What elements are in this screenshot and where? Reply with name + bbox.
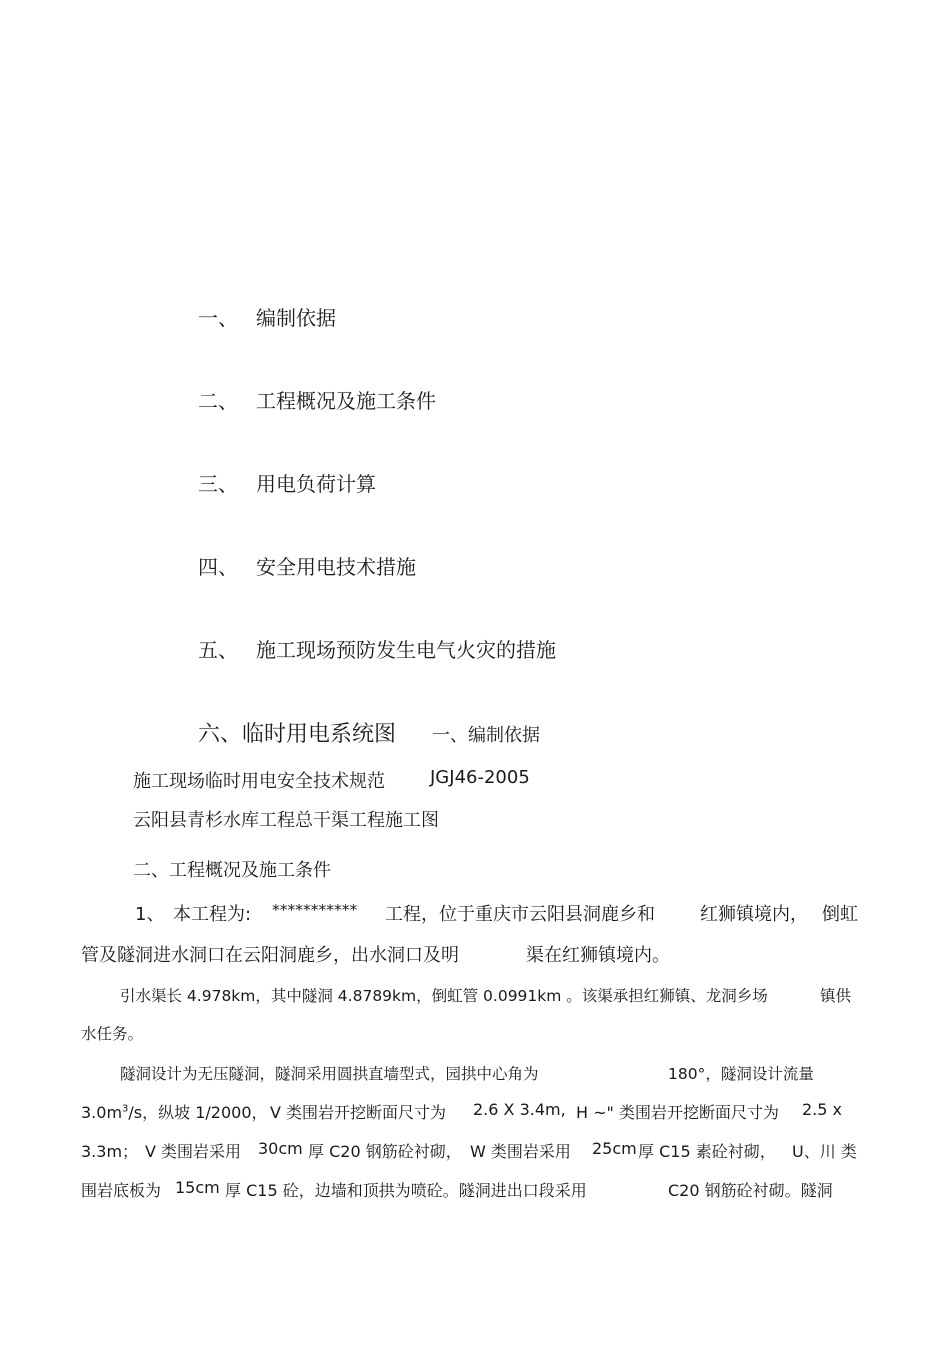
toc-num-5: 五、 <box>198 638 238 662</box>
p1-b: *********** <box>272 901 358 919</box>
p3-l3b: V 类围岩采用 <box>145 1142 242 1161</box>
p3-l2d: 2.6 X 3.4m, <box>473 1100 566 1119</box>
basis-line1-code: JGJ46-2005 <box>430 767 530 788</box>
p3-l2-flow <box>81 1100 268 1123</box>
p3-l3c: 30cm <box>258 1139 303 1158</box>
p3-l4c: 厚 C15 砼，边墙和顶拱为喷砼。隧洞进出口段采用 <box>225 1181 587 1200</box>
p3-l1b: 180°，隧洞设计流量 <box>668 1065 814 1083</box>
p1-c: 工程，位于重庆市云阳县洞鹿乡和 <box>385 904 655 925</box>
toc-title-4: 安全用电技术措施 <box>256 555 416 579</box>
p2-line2: 水任务。 <box>81 1025 144 1043</box>
p3-l2c: V 类围岩开挖断面尺寸为 <box>270 1103 447 1122</box>
p3-l3e: W 类围岩采用 <box>470 1142 571 1161</box>
toc-title-5: 施工现场预防发生电气火灾的措施 <box>256 638 556 662</box>
p1-line2b: 渠在红狮镇境内。 <box>526 945 670 966</box>
p3-l1a: 隧洞设计为无压隧洞，隧洞采用圆拱直墙型式，园拱中心角为 <box>120 1065 539 1083</box>
p3-l2sup: 3 <box>122 1103 129 1115</box>
toc-title-1: 编制依据 <box>256 306 336 330</box>
toc-item-6: 六、临时用电系统图 <box>198 722 397 747</box>
p3-l3d: 厚 C20 钢筋砼衬砌， <box>308 1142 462 1161</box>
p1-a: 本工程为: <box>173 904 252 925</box>
p3-l2f: 2.5 x <box>802 1100 842 1119</box>
p3-l2a: 3.0m <box>81 1103 123 1122</box>
section2-heading: 二、工程概况及施工条件 <box>133 860 331 881</box>
p3-l4b: 15cm <box>175 1178 220 1197</box>
basis-line1-text: 施工现场临时用电安全技术规范 <box>133 771 385 792</box>
p3-l2e: H ~" 类围岩开挖断面尺寸为 <box>576 1103 779 1122</box>
p2-line1a: 引水渠长 4.978km，其中隧洞 4.8789km，倒虹管 0.0991km 。该渠承担红狮镇、龙洞乡场 <box>120 987 768 1005</box>
toc-num-3: 三、 <box>198 472 238 496</box>
p3-l4d: C20 钢筋砼衬砌。隧洞 <box>668 1181 833 1200</box>
toc-title-2: 工程概况及施工条件 <box>256 389 436 413</box>
p1-e: 倒虹 <box>822 904 858 925</box>
basis-line2: 云阳县青杉水库工程总干渠工程施工图 <box>133 810 439 831</box>
p3-l3a: 3.3m； <box>81 1142 139 1161</box>
p3-l3g: 厚 C15 素砼衬砌， <box>638 1142 776 1161</box>
section1-heading: 一、编制依据 <box>432 725 540 746</box>
p3-l3h: U、川 类 <box>792 1142 857 1161</box>
p3-l3f: 25cm <box>592 1139 637 1158</box>
toc-title-3: 用电负荷计算 <box>256 472 376 496</box>
p1-d: 红狮镇境内， <box>700 904 808 925</box>
p1-line2a: 管及隧洞进水洞口在云阳洞鹿乡，出水洞口及明 <box>81 945 459 966</box>
toc-num-2: 二、 <box>198 389 238 413</box>
toc-num-4: 四、 <box>198 555 238 579</box>
p3-l2b: /s，纵坡 1/2000， <box>128 1103 268 1122</box>
toc-num-1: 一、 <box>198 306 238 330</box>
p3-l4a: 围岩底板为 <box>81 1181 162 1200</box>
p1-num: 1、 <box>135 904 165 925</box>
p2-line1b: 镇供 <box>820 987 852 1005</box>
